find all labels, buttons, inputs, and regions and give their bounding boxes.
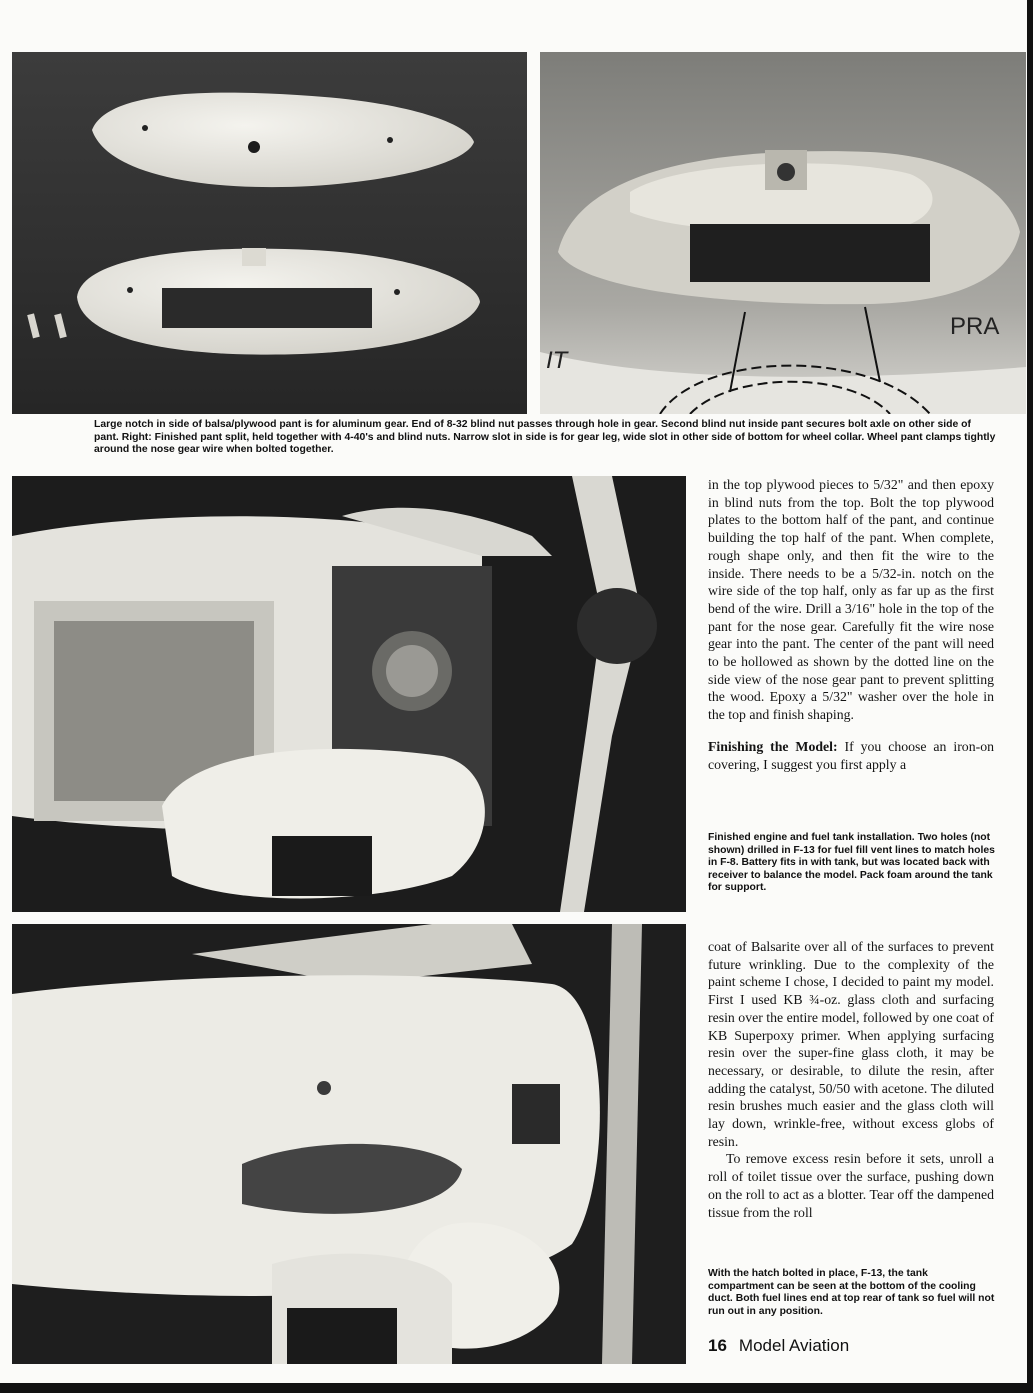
paragraph-finishing bbox=[708, 738, 994, 773]
photo-hatch-bolted bbox=[12, 924, 686, 1364]
wheel-pant-halves-illustration bbox=[12, 52, 527, 414]
engine-installation-illustration bbox=[12, 476, 686, 912]
plan-label-right: PRA bbox=[950, 313, 1000, 340]
column-text-upper bbox=[708, 476, 994, 773]
photo-wheel-pant-halves bbox=[12, 52, 527, 414]
photo-finished-pant-on-plans bbox=[540, 52, 1026, 414]
paragraph-finishing-text: If you choose an iron-on covering, I suggest you first apply a bbox=[708, 738, 994, 772]
paragraph-painting: coat of Balsarite over all of the surfaces to prevent future wrinkling. Due to the complexity of the paint scheme I chose, I decided to paint my model. First I used KB ¾-oz. glass cloth and surfacing resin over the entire model, followed by one coat of KB Superpoxy primer. When applying surfacing resin over the super-fine glass cloth, it may be necessary, or desirable, to dilute the resin, after adding the catalyst, 50/50 with acetone. The diluted resin brushes much easier and the glass cloth will lay down, wrinkle-free, without excess globs of resin. bbox=[708, 939, 994, 1149]
scan-edge-right bbox=[1027, 0, 1033, 1393]
page-number: 16 bbox=[708, 1336, 727, 1355]
hatch-bolted-illustration bbox=[12, 924, 686, 1364]
scan-edge-bottom bbox=[0, 1383, 1033, 1393]
finished-pant-illustration bbox=[540, 52, 1026, 414]
paragraph-pant-construction: in the top plywood pieces to 5/32" and then epoxy in blind nuts from the top. Bolt the top plywood plates to the bottom half of the pant, and continue building the top half of the pant. When complete, rough shape only, and then fit the wire to the inside. There needs to be a 5/32-in. notch on the wire side of the top half, only as far up as the first bend of the wire. Drill a 3/16" hole in the top of the pant for the nose gear. Carefully fit the wire nose gear into the pant. The center of the pant will need to be hollowed as shown by the dotted line on the side view of the nose gear pant to prevent splitting the wood. Epoxy a 5/32" washer over the hole in the top and finish shaping. bbox=[708, 477, 994, 723]
section-heading-finishing: Finishing the Model: bbox=[708, 738, 838, 754]
caption-bottom: With the hatch bolted in place, F-13, the tank compartment can be seen at the bottom of the cooling duct. Both fuel lines end at top rear of tank so fuel will not run out in any position. bbox=[708, 1268, 995, 1317]
column-text-lower bbox=[708, 938, 994, 1221]
paragraph-resin-removal: To remove excess resin before it sets, unroll a roll of toilet tissue over the surface, pushing down on the roll to act as a blotter. Tear off the dampened tissue from the roll bbox=[708, 1151, 994, 1220]
magazine-title: Model Aviation bbox=[738, 1336, 850, 1355]
caption-top: Large notch in side of balsa/plywood pant is for aluminum gear. End of 8-32 blind nut passes through hole in gear. Second blind nut inside pant secures bolt axle on other side of pant. Right: Finished pant split, held together with 4-40's and blind nuts. Narrow slot in side is for gear leg, wide slot in other side of bottom for wheel collar. Wheel pant clamps tightly around the nose gear wire when bolted together. bbox=[94, 419, 996, 456]
caption-middle: Finished engine and fuel tank installation. Two holes (not shown) drilled in F-13 for fuel fill vent lines to match holes in F-8. Battery fits in with tank, but was located back with receiver to balance the model. Pack foam around the tank for support. bbox=[708, 832, 995, 894]
page-footer bbox=[708, 1336, 849, 1356]
photo-engine-installation bbox=[12, 476, 686, 912]
plan-label-left: IT bbox=[546, 347, 568, 374]
